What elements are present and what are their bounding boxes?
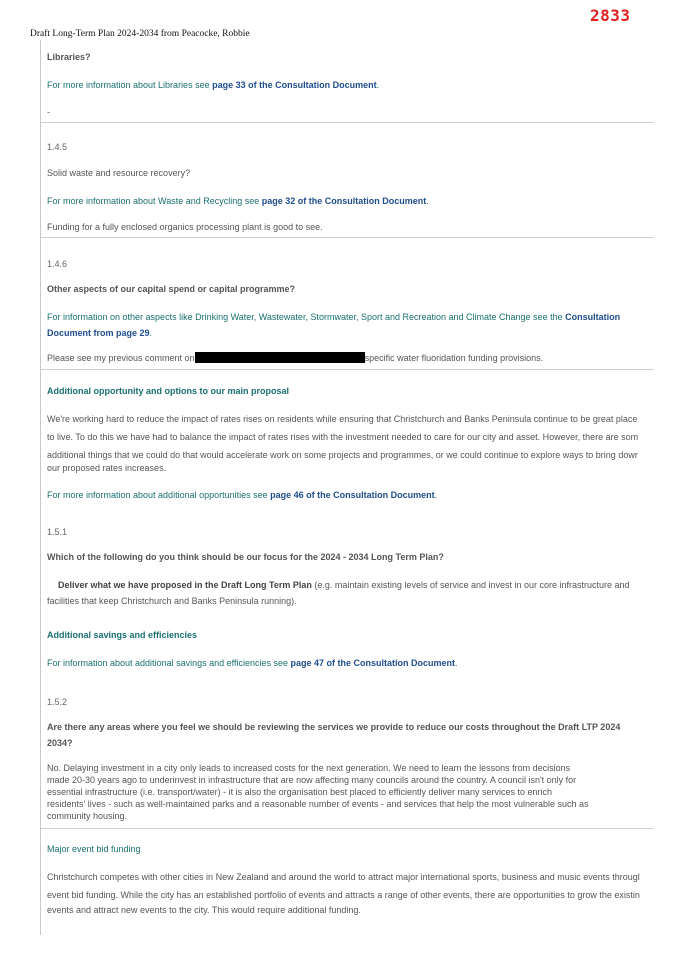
- capital-info-link[interactable]: Consultation: [565, 312, 621, 322]
- capital-answer-text-end: specific water fluoridation funding provisions.: [364, 353, 544, 363]
- libraries-info-link[interactable]: page 33 of the Consultation Document: [212, 80, 377, 90]
- savings-info-link[interactable]: page 47 of the Consultation Document: [290, 658, 455, 668]
- capital-info-suffix: .: [149, 328, 153, 338]
- libraries-question: Libraries?: [47, 52, 91, 62]
- review-answer-line-5: community housing.: [47, 811, 128, 821]
- waste-info: [47, 193, 429, 210]
- review-question-line-2: 2034?: [47, 738, 73, 748]
- additional-para-line-4: our proposed rates increases.: [47, 463, 167, 473]
- focus-selected-option-line-2: facilities that keep Christchurch and Banks Peninsula running).: [47, 596, 297, 606]
- major-event-title: Major event bid funding: [47, 844, 141, 854]
- events-para-line-2: event bid funding. While the city has an established portfolio of events and attracts a range of other events, there are opportunities to grow the existin: [47, 890, 640, 900]
- waste-info-text: For more information about Waste and Recycling see: [47, 196, 262, 206]
- question-number-1-5-1: 1.5.1: [47, 527, 68, 537]
- question-number-1-4-5: 1.4.5: [47, 142, 68, 152]
- focus-question: Which of the following do you think should be our focus for the 2024 - 2034 Long Term Plan?: [47, 552, 444, 562]
- additional-opportunity-title: Additional opportunity and options to our main proposal: [47, 386, 289, 396]
- review-answer-line-4: residents' lives - such as well-maintained parks and a reasonable number of events - and services that help the most vulnerable such as: [47, 799, 589, 809]
- savings-info-suffix: .: [455, 658, 458, 668]
- events-para-line-1: Christchurch competes with other cities in New Zealand and around the world to attract major international sports, business and music events througl: [47, 872, 640, 882]
- additional-info: [47, 487, 437, 504]
- capital-info-link-continued[interactable]: Document from page 29: [47, 328, 150, 338]
- capital-info-line-2: [47, 325, 152, 342]
- savings-info: [47, 655, 458, 672]
- libraries-info-text: For more information about Libraries see: [47, 80, 213, 90]
- events-para-line-3: events and attract new events to the city. This would require additional funding.: [47, 905, 361, 915]
- libraries-info: [47, 77, 379, 94]
- redaction-block: [195, 352, 365, 363]
- review-answer-line-2: made 20-30 years ago to underinvest in infrastructure that are now affecting many councils around the country. A council isn't only for: [47, 775, 577, 785]
- additional-info-text: For more information about additional opportunities see: [47, 490, 271, 500]
- capital-answer-text: Please see my previous comment on: [47, 353, 195, 363]
- waste-info-link[interactable]: page 32 of the Consultation Document: [261, 196, 427, 206]
- capital-info-text: For information on other aspects like Drinking Water, Wastewater, Stormwater, Sport and Recreation and Climate Change see the: [47, 312, 566, 322]
- focus-selected-option-detail: (e.g. maintain existing levels of service and invest in our core infrastructure and: [311, 580, 630, 590]
- review-answer-line-3: essential infrastructure (i.e. transport/water) - it is also the organisation best placed to efficiently deliver many services to enrich: [47, 787, 553, 797]
- divider: [41, 828, 654, 829]
- review-answer-line-1: No. Delaying investment in a city only leads to increased costs for the next generation. We need to learn the lessons from decisions: [47, 763, 571, 773]
- review-question-line-1: Are there any areas where you feel we should be reviewing the services we provide to reduce our costs throughout the Draft LTP 2024: [47, 722, 621, 732]
- page-number: 2833: [590, 6, 631, 25]
- divider: [41, 369, 654, 370]
- focus-selected-option: [58, 577, 630, 594]
- divider: [41, 122, 654, 123]
- libraries-info-suffix: .: [376, 80, 380, 90]
- waste-question: Solid waste and resource recovery?: [47, 168, 191, 178]
- additional-savings-title: Additional savings and efficiencies: [47, 630, 198, 640]
- question-number-1-5-2: 1.5.2: [47, 697, 68, 707]
- libraries-answer: -: [47, 107, 50, 117]
- additional-para-line-1: We're working hard to reduce the impact of rates rises on residents while ensuring that Christchurch and Banks Peninsula continue to be great place: [47, 414, 638, 424]
- capital-answer: [47, 350, 543, 367]
- savings-info-text: For information about additional savings and efficiencies see: [47, 658, 291, 668]
- submission-form-body: [40, 40, 655, 935]
- capital-info-line-1: [47, 309, 620, 326]
- additional-info-suffix: .: [434, 490, 438, 500]
- focus-selected-option-bold: Deliver what we have proposed in the Draft Long Term Plan: [58, 580, 312, 590]
- capital-question: Other aspects of our capital spend or capital programme?: [47, 284, 296, 294]
- question-number-1-4-6: 1.4.6: [47, 259, 68, 269]
- waste-info-suffix: .: [426, 196, 429, 206]
- additional-info-link[interactable]: page 46 of the Consultation Document: [270, 490, 435, 500]
- additional-para-line-2: to live. To do this we have had to balance the impact of rates rises with the investment needed to care for our city and asset. However, there are som: [47, 432, 639, 442]
- document-header-title: Draft Long-Term Plan 2024-2034 from Peacocke, Robbie: [30, 29, 250, 39]
- divider: [41, 237, 654, 238]
- additional-para-line-3: additional things that we could do that would accelerate work on some projects and programmes, or we could continue to explore ways to bring dowr: [47, 450, 638, 460]
- waste-answer: Funding for a fully enclosed organics processing plant is good to see.: [47, 222, 323, 232]
